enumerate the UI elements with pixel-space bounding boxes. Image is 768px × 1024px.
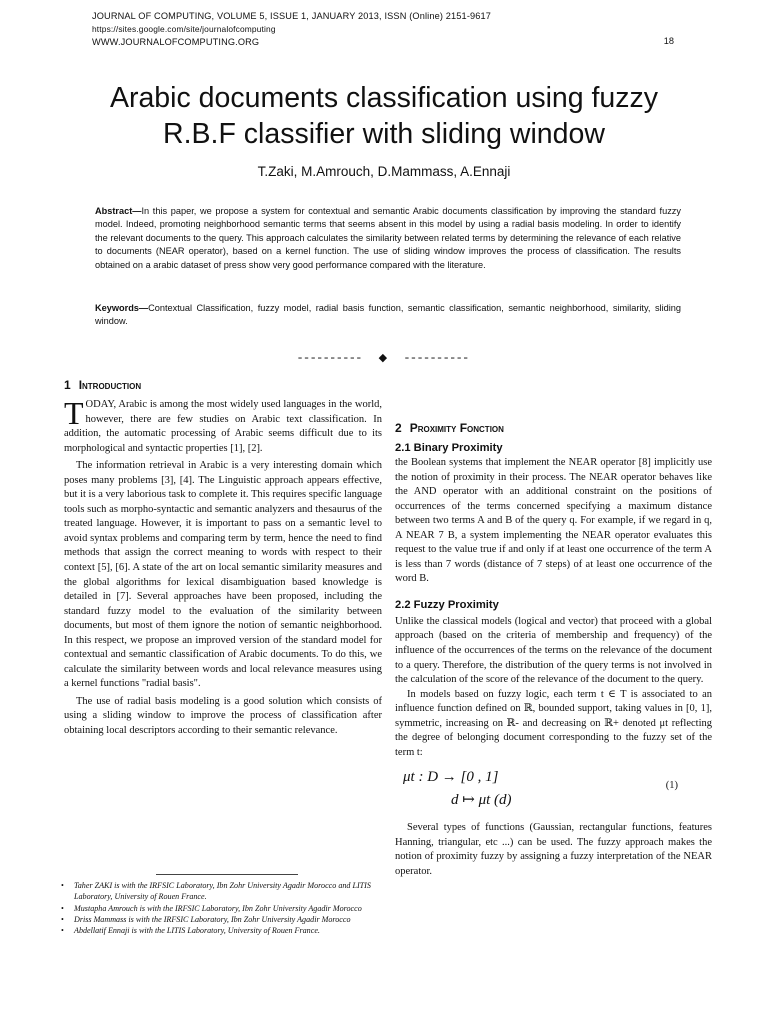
footnote-text: Driss Mammass is with the IRFSIC Laboratory, Ibn Zohr University Agadir Morocco: [74, 914, 351, 924]
section-divider: [0, 349, 768, 365]
fuzzy-proximity-paragraph-1: Unlike the classical models (logical and vector) that proceed with a global approach (based on the criteria of membership and frequency) of the influence of the occurrences of the terms on the relevance of the document to a query. Therefore, the distribution of the query terms is not involved in the calculation of the score of the relevance of the document to the query.: [395, 615, 712, 686]
section-1-number: 1: [64, 378, 71, 392]
abstract: [95, 205, 681, 272]
intro-paragraph-1-text: ODAY, Arabic is among the most widely used languages in the world, however, there are few studies on Arabic text classification. In addition, the automatic processing of Arabic seems difficult due to its morphological and syntactic properties [1], [2].: [64, 399, 382, 454]
journal-header: [92, 10, 491, 49]
footnote-rule: [156, 874, 298, 875]
section-2-heading: [395, 421, 712, 435]
divider-dashes-right: ----------: [404, 349, 471, 364]
intro-paragraph-2: The information retrieval in Arabic is a very interesting domain which poses many problems [3], [4]. The Linguistic approach appears effective, but it is a very laborious task to complete it. This requires specific language tools such as morpho-syntactic and semantic analyzers and thesaurus of the treated language. However, it is important to pass on a semantic level to avoid syntax problems and comparing term by term, hence the need to find methods that assign the correct meaning to words with respect to their context [5], [6]. A state of the art on local semantic similarity measures and the global algorithms for lexical disambiguation based knowledge is detailed in [7]. Several approaches have been proposed, including the standard fuzzy model to the evaluation of the similarity between documents, but most of them ignore the notion of semantic neighborhood. In this respect, we propose an improved version of the standard model for contextual and semantic classification of Arabic documents. To do this, we calculate the similarity between words and local relevance measures using a kernel functions "radial basis".: [64, 460, 382, 690]
footnote-text: Abdellatif Ennaji is with the LITIS Laboratory, University of Rouen France.: [74, 926, 320, 936]
drop-cap: T: [64, 395, 84, 431]
intro-paragraph-3: The use of radial basis modeling is a good solution which consists of using a sliding window to improve the process of classification after obtaining local descriptors according to their semantic relevance.: [64, 695, 382, 737]
bullet-icon: •: [61, 926, 64, 936]
equation-1: [395, 765, 712, 817]
authors: T.Zaki, M.Amrouch, D.Mammass, A.Ennaji: [257, 164, 511, 179]
left-column: [64, 378, 382, 739]
footnote-item: [58, 914, 384, 925]
journal-url[interactable]: https://sites.google.com/site/journalofcomputing: [92, 24, 276, 34]
divider-dashes-left: ----------: [297, 349, 364, 364]
equation-number: (1): [665, 780, 678, 792]
binary-proximity-paragraph: the Boolean systems that implement the NEAR operator [8] implicitly use the notion of proximity in their process. The NEAR operator behaves like the AND operator with an additional constraint on the positions of occurrences of the terms concerned specifying a maximum distance between two terms A and B of the query q. For example, if we regard in q, A NEAR 7 B, a system implementing the NEAR operator evaluates this request to the value true if and only if at least one occurrence of the term A is less than 7 words (distance of 7 steps) of at least one occurrence of the word B.: [395, 457, 712, 585]
intro-paragraph-1: [64, 395, 382, 456]
divider-diamond-icon: ◆: [378, 352, 390, 364]
section-1-title: Introduction: [78, 378, 142, 392]
footnote-item: [58, 880, 384, 903]
section-1-heading: [64, 378, 382, 392]
bullet-icon: •: [61, 903, 64, 913]
author-footnotes: [58, 880, 384, 936]
section-2-title: Proximity Fonction: [409, 421, 504, 435]
title-line-1: Arabic documents classification using fuzzy: [109, 82, 659, 114]
subsection-2-2-heading: 2.2 Fuzzy Proximity: [395, 598, 499, 611]
page-number: 18: [663, 36, 674, 46]
footnote-text: Mustapha Amrouch is with the IRFSIC Laboratory, Ibn Zohr University Agadir Morocco: [74, 903, 362, 913]
keywords: [95, 302, 681, 329]
title-line-2: R.B.F classifier with sliding window: [163, 118, 605, 150]
section-2-number: 2: [395, 421, 402, 435]
journal-website[interactable]: WWW.JOURNALOFCOMPUTING.ORG: [92, 37, 260, 47]
keywords-label: Keywords—: [95, 303, 149, 313]
right-column: [395, 421, 712, 880]
journal-info: JOURNAL OF COMPUTING, VOLUME 5, ISSUE 1, JANUARY 2013, ISSN (Online) 2151-9617: [92, 11, 492, 21]
equation-line-1: μt : D → [0 , 1]: [403, 769, 499, 786]
paper-title: [40, 80, 728, 152]
fuzzy-proximity-paragraph-3: Several types of functions (Gaussian, rectangular functions, features Hanning, triangular, etc ...) can be used. The fuzzy approach makes the notion of proximity fuzzy by assigning a fuzzy interpretation of the NEAR operator.: [395, 822, 712, 878]
equation-line-2: d ↦ μt (d): [451, 792, 512, 809]
footnote-item: [58, 925, 384, 936]
fuzzy-proximity-paragraph-2: In models based on fuzzy logic, each term t ∈ T is associated to an influence function defined on ℝ, bounded support, taking values in [0, 1], symmetric, increasing on ℝ- and decreasing on ℝ+ denoted μt reflecting the degree of belonging document corresponding to the fuzzy set of the term t:: [395, 688, 712, 758]
bullet-icon: •: [61, 881, 64, 890]
footnote-text: Taher ZAKI is with the IRFSIC Laboratory, Ibn Zohr University Agadir Morocco and LITIS Laboratory, University of Rouen France.: [74, 881, 371, 902]
abstract-label: Abstract—: [95, 206, 142, 216]
subsection-2-1-heading: 2.1 Binary Proximity: [395, 442, 503, 454]
keywords-text: Contextual Classification, fuzzy model, radial basis function, semantic classification, semantic neighborhood, similarity, sliding window.: [95, 303, 681, 327]
footnote-item: [58, 903, 384, 914]
bullet-icon: •: [61, 914, 64, 924]
abstract-text: In this paper, we propose a system for contextual and semantic Arabic documents classification by improving the standard fuzzy model. Indeed, promoting neighborhood semantic terms that seems absent in this model by using a radial basis modeling. In order to identify the relevant documents to the query. This approach calculates the similarity between related terms by determining the relevance of each relative to documents (NEAR operator), based on a kernel function. The use of sliding window improves the process of classification. The results obtained on a arabic dataset of press show very good performance compared with the literature.: [95, 206, 681, 270]
